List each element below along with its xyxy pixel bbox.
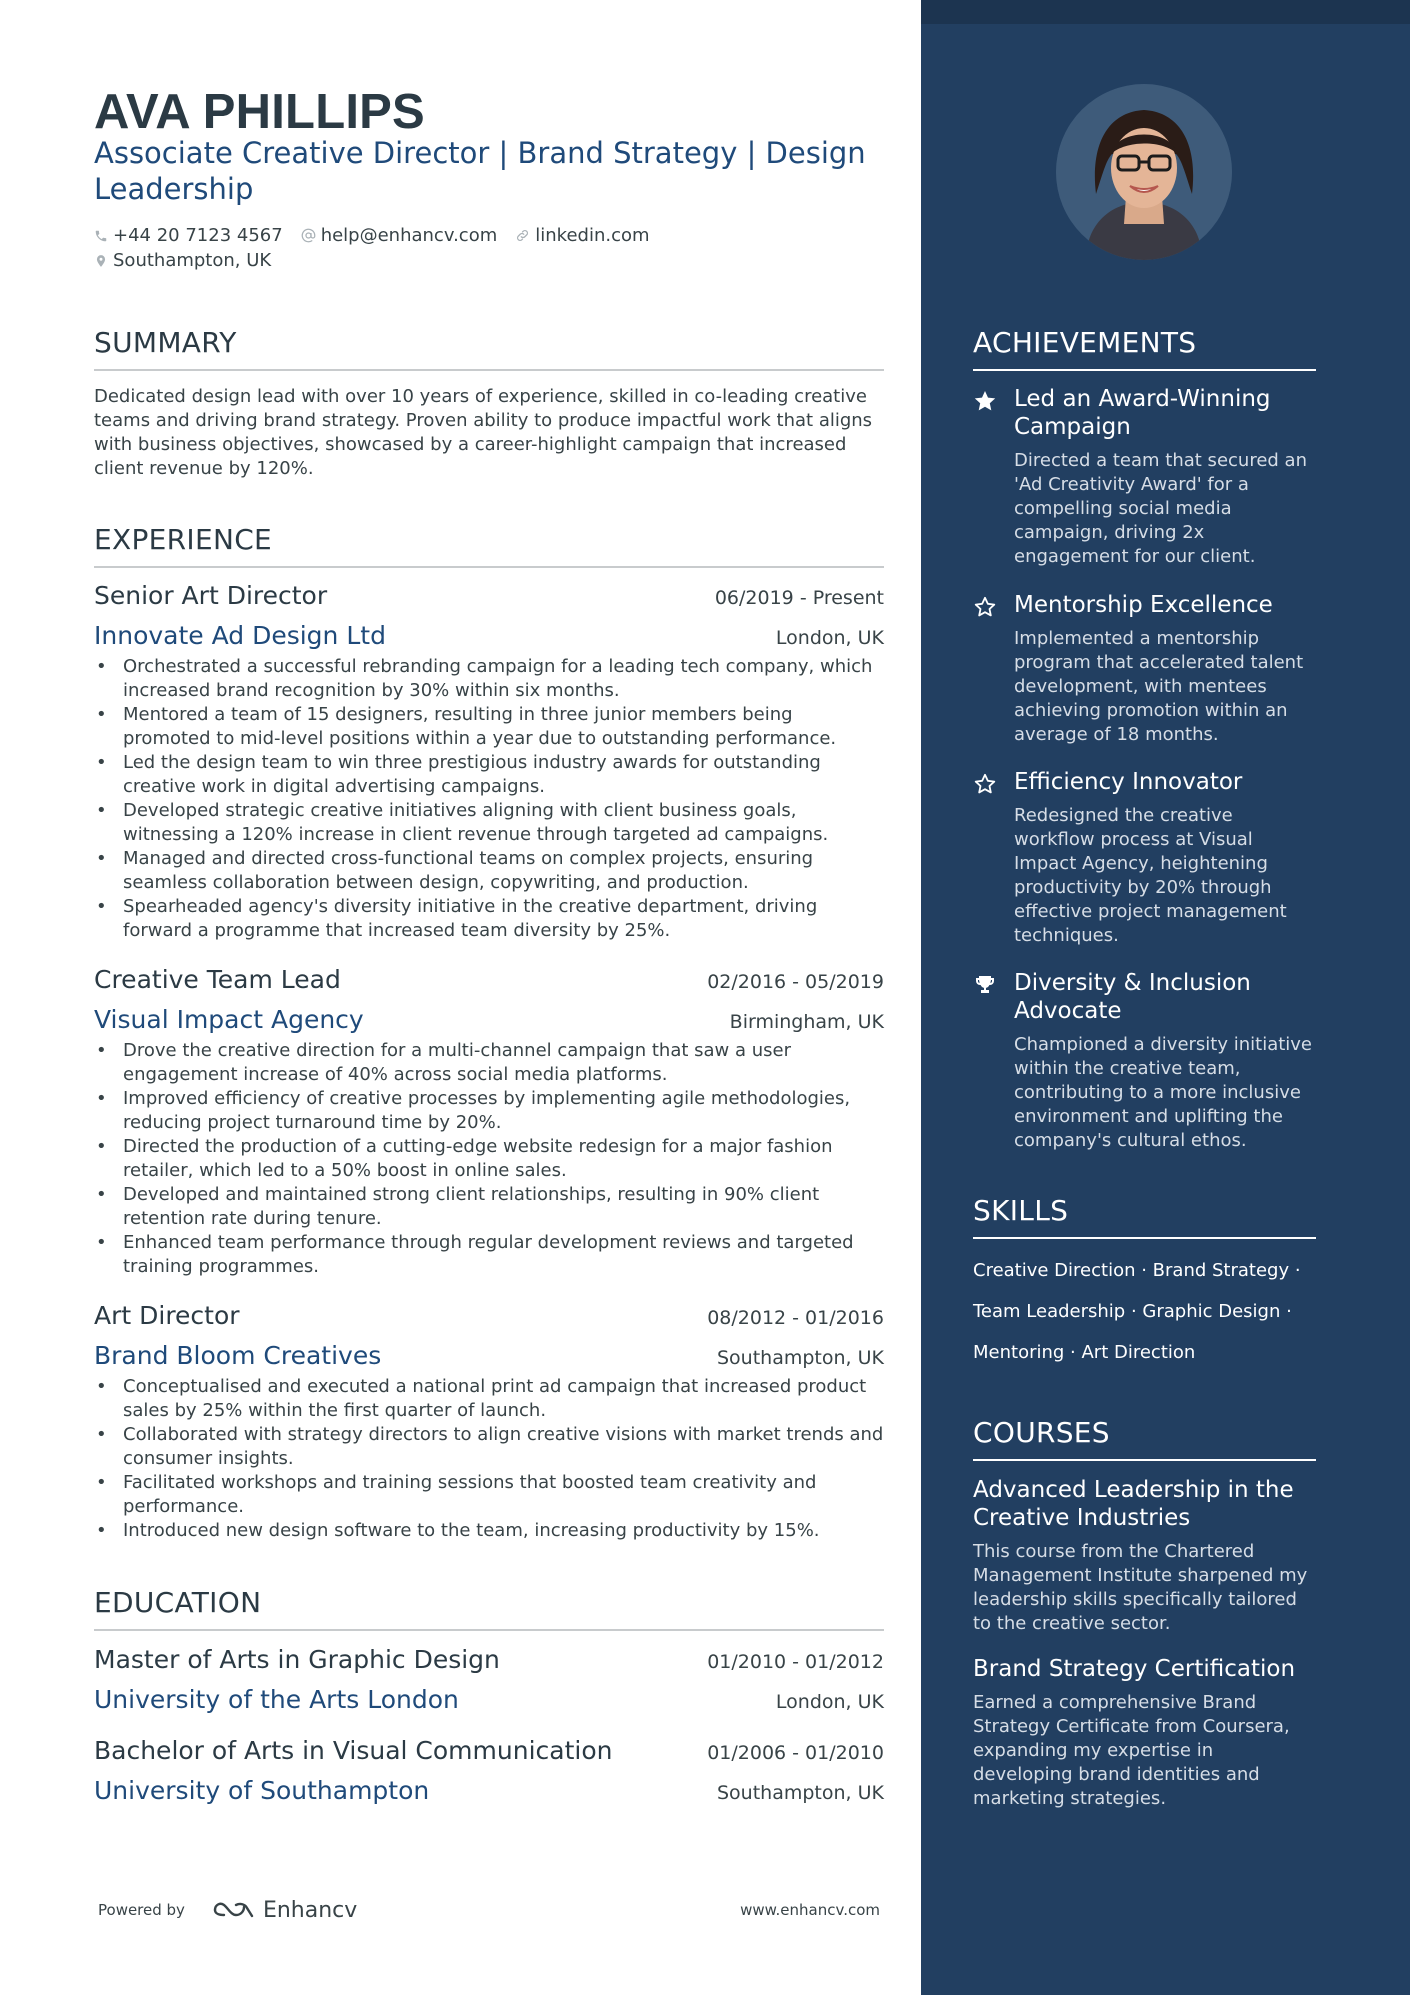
footer — [98, 1895, 880, 1925]
achievement-item — [973, 969, 1316, 1153]
job-location: Southampton, UK — [717, 1347, 884, 1369]
job-bullets — [94, 655, 884, 943]
job-bullets — [94, 1375, 884, 1543]
job-location: London, UK — [775, 627, 884, 649]
avatar — [1056, 84, 1232, 260]
bullet-item: • Spearheaded agency's diversity initiative in the creative department, driving forward a programme that increased team diversity by 25%. — [94, 895, 884, 943]
enhancv-logo-icon — [211, 1899, 257, 1921]
skills-list — [973, 1250, 1316, 1373]
course-item — [973, 1655, 1316, 1811]
degree-title: Bachelor of Arts in Visual Communication — [94, 1736, 613, 1765]
email-contact[interactable] — [301, 225, 498, 246]
job-company: Visual Impact Agency — [94, 1005, 364, 1034]
achievement-desc: Implemented a mentorship program that accelerated talent development, with mentees achieving promotion within an average of 18 months. — [1014, 628, 1304, 745]
skill-line: Mentoring · Art Direction — [973, 1342, 1196, 1363]
star-outline-icon — [973, 772, 997, 796]
course-title: Brand Strategy Certification — [973, 1656, 1296, 1682]
course-desc: This course from the Chartered Management Institute sharpened my leadership skills specifically tailored to the creative sector. — [973, 1541, 1308, 1634]
course-desc: Earned a comprehensive Brand Strategy Certificate from Coursera, expanding my expertise in developing brand identities and marketing strategies. — [973, 1692, 1290, 1809]
achievement-item — [973, 385, 1316, 569]
profile-photo-icon — [1056, 84, 1232, 260]
achievement-title: Efficiency Innovator — [1014, 769, 1243, 795]
bullet-item: • Introduced new design software to the team, increasing productivity by 15%. — [94, 1519, 884, 1543]
achievement-item — [973, 768, 1316, 948]
school-name: University of Southampton — [94, 1776, 430, 1805]
location-text: Southampton, UK — [113, 250, 272, 271]
phone-text: +44 20 7123 4567 — [113, 225, 283, 246]
bullet-item: • Improved efficiency of creative processes by implementing agile methodologies, reducing project turnaround time by 20%. — [94, 1087, 884, 1135]
candidate-name: AVA PHILLIPS — [94, 85, 425, 139]
contact-info — [94, 223, 668, 273]
skills-section — [973, 1194, 1316, 1239]
job-location: Birmingham, UK — [729, 1011, 884, 1033]
powered-by — [98, 1898, 357, 1923]
at-icon — [301, 228, 316, 243]
experience-heading: EXPERIENCE — [94, 523, 884, 568]
education-heading: EDUCATION — [94, 1586, 884, 1631]
achievement-desc: Championed a diversity initiative within the creative team, contributing to a more inclusive environment and uplifting the company's cultural ethos. — [1014, 1034, 1313, 1151]
courses-section — [973, 1416, 1316, 1461]
achievements-section — [973, 326, 1316, 371]
education-dates: 01/2006 - 01/2010 — [707, 1742, 884, 1764]
bullet-item: • Developed and maintained strong client relationships, resulting in 90% client retention rate during tenure. — [94, 1183, 884, 1231]
bullet-item: • Led the design team to win three prestigious industry awards for outstanding creative work in digital advertising campaigns. — [94, 751, 884, 799]
course-item — [973, 1476, 1316, 1636]
job-dates: 06/2019 - Present — [714, 587, 884, 609]
skill-line: Team Leadership · Graphic Design · — [973, 1301, 1292, 1322]
bullet-item: • Mentored a team of 15 designers, resulting in three junior members being promoted to mid-level positions within a year due to outstanding performance. — [94, 703, 884, 751]
bullet-item: • Directed the production of a cutting-edge website redesign for a major fashion retailer, which led to a 50% boost in online sales. — [94, 1135, 884, 1183]
job-title: Art Director — [94, 1301, 240, 1330]
trophy-icon — [973, 973, 997, 997]
bullet-item: • Developed strategic creative initiatives aligning with client business goals, witnessing a 120% increase in client revenue through targeted ad campaigns. — [94, 799, 884, 847]
job-title: Senior Art Director — [94, 581, 328, 610]
phone-contact[interactable] — [94, 225, 283, 246]
degree-title: Master of Arts in Graphic Design — [94, 1645, 500, 1674]
achievement-desc: Redesigned the creative workflow process at Visual Impact Agency, heightening productivity by 20% through effective project management techniques. — [1014, 805, 1287, 946]
bullet-item: • Collaborated with strategy directors to align creative visions with market trends and consumer insights. — [94, 1423, 884, 1471]
school-location: Southampton, UK — [717, 1782, 884, 1804]
achievement-title: Mentorship Excellence — [1014, 592, 1273, 618]
education-dates: 01/2010 - 01/2012 — [707, 1651, 884, 1673]
job-entry — [94, 581, 884, 943]
location-pin-icon — [94, 253, 108, 269]
enhancv-logo[interactable] — [211, 1898, 357, 1923]
courses-heading: COURSES — [973, 1416, 1316, 1461]
job-company: Innovate Ad Design Ltd — [94, 621, 386, 650]
bullet-item: • Managed and directed cross-functional teams on complex projects, ensuring seamless collaboration between design, copywriting, and production. — [94, 847, 884, 895]
job-entry — [94, 965, 884, 1279]
summary-text: Dedicated design lead with over 10 years of experience, skilled in co-leading creative teams and driving brand strategy. Proven ability to produce impactful work that aligns with business objectives, showcased by a career-highlight campaign that increased client revenue by 120%. — [94, 386, 873, 479]
education-entry — [94, 1645, 884, 1715]
bullet-item: • Conceptualised and executed a national print ad campaign that increased product sales by 25% within the first quarter of launch. — [94, 1375, 884, 1423]
headline: Associate Creative Director | Brand Strategy | Design Leadership — [94, 136, 866, 206]
enhancv-brand-text: Enhancv — [262, 1897, 358, 1923]
achievement-title: Led an Award-Winning Campaign — [1014, 386, 1271, 440]
job-dates: 08/2012 - 01/2016 — [707, 1307, 884, 1329]
achievement-desc: Directed a team that secured an 'Ad Creativity Award' for a compelling social media campaign, driving 2x engagement for our client. — [1014, 450, 1307, 567]
sidebar-top-band — [921, 0, 1410, 24]
star-filled-icon — [973, 389, 997, 413]
website-link[interactable]: www.enhancv.com — [740, 1901, 880, 1919]
phone-icon — [94, 229, 108, 243]
email-text: help@enhancv.com — [320, 225, 498, 246]
skill-line: Creative Direction · Brand Strategy · — [973, 1260, 1301, 1281]
bullet-item: • Facilitated workshops and training sessions that boosted team creativity and performance. — [94, 1471, 884, 1519]
job-bullets — [94, 1039, 884, 1279]
school-name: University of the Arts London — [94, 1685, 459, 1714]
achievements-heading: ACHIEVEMENTS — [973, 326, 1316, 371]
education-entry — [94, 1736, 884, 1806]
link-icon — [515, 228, 530, 243]
job-title: Creative Team Lead — [94, 965, 341, 994]
powered-by-label: Powered by — [98, 1901, 185, 1919]
bullet-item: • Orchestrated a successful rebranding campaign for a leading tech company, which increased brand recognition by 30% within six months. — [94, 655, 884, 703]
skills-heading: SKILLS — [973, 1194, 1316, 1239]
job-dates: 02/2016 - 05/2019 — [707, 971, 884, 993]
achievement-item — [973, 591, 1316, 747]
achievement-title: Diversity & Inclusion Advocate — [1014, 970, 1251, 1024]
school-location: London, UK — [775, 1691, 884, 1713]
star-outline-icon — [973, 595, 997, 619]
linkedin-text: linkedin.com — [535, 225, 650, 246]
summary-heading: SUMMARY — [94, 326, 884, 371]
bullet-item: • Drove the creative direction for a multi-channel campaign that saw a user engagement increase of 40% across social media platforms. — [94, 1039, 884, 1087]
job-company: Brand Bloom Creatives — [94, 1341, 382, 1370]
course-title: Advanced Leadership in the Creative Industries — [973, 1477, 1294, 1531]
bullet-item: • Enhanced team performance through regular development reviews and targeted training programmes. — [94, 1231, 884, 1279]
linkedin-contact[interactable] — [515, 225, 649, 246]
job-entry — [94, 1301, 884, 1543]
location-contact — [94, 250, 271, 271]
sidebar — [921, 0, 1410, 1995]
